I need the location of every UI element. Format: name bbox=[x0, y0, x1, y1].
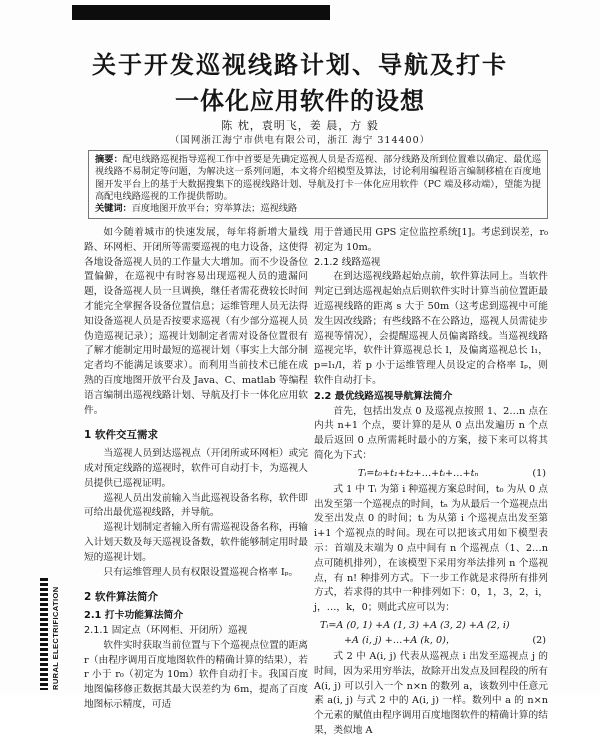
continued-paragraph: 用于普通民用 GPS 定位监控系统[1]。考虑到误差，r₀ 初定为 10m。 bbox=[314, 227, 548, 253]
spine-stripe bbox=[40, 578, 48, 690]
equation-2 bbox=[314, 618, 548, 648]
equation-2-number: (2) bbox=[532, 634, 546, 646]
equation-2-explanation: 式 2 中 A(i, j) 代表从巡视点 i 出发至巡视点 j 的时间，因为采用穷举法，故除开出发点及回程段的所有 A(i, j) 可以引入一个 n×n 的数列 a，该数列中任意元素 a(i, j) 与式 2 中的 A(i, j) 一样。数列中 a 的 n×n 个元素的赋值由程序调用百度地图软件的精确计算的结果，类似地 A bbox=[314, 650, 548, 736]
equation-1-text: Tᵢ=t₀+t₁+t₂+…+tᵢ+…+tₙ bbox=[358, 467, 479, 479]
keywords-text: 百度地图开放平台；穷举算法；巡视线路 bbox=[131, 203, 298, 215]
keywords bbox=[95, 203, 541, 215]
section-2-1-heading: 2.1 打卡功能算法简介 bbox=[84, 610, 184, 622]
section-2-heading: 2 软件算法简介 bbox=[84, 591, 158, 604]
section-2-1-2-paragraph: 在到达巡视线路起始点前，软件算法同上。当软件判定已到达巡视起始点后则软件实时计算当前位置距最近巡视线路的距离 s 大于 50m（这考虑到巡视中可能发生因改线路；有些线路不在公路边，巡视人员需徒步巡视等情况），会提醒巡视人员偏离路线。当巡视线路巡视完毕，软件计算巡视总长 l，及偏离巡视总长 l₁，p=l₁/l，若 p 小于运维管理人员设定的合格率 Iₚ，则软件自动打卡。 bbox=[314, 271, 548, 386]
title-line-1: 关于开发巡视线路计划、导航及打卡 bbox=[92, 51, 508, 79]
affiliation: （国网浙江海宁市供电有限公司，浙江 海宁 314400） bbox=[169, 135, 431, 146]
section-1-paragraph: 当巡视人员到达巡视点（开闭所或环网柜）或完成对预定线路的巡视时，软件可自动打卡，为巡视人员提供已巡视证明。 bbox=[84, 448, 308, 489]
equation-1 bbox=[314, 466, 548, 481]
section-2-1-1-heading: 2.1.1 固定点（环网柜、开闭所）巡视 bbox=[84, 624, 248, 636]
section-1-heading: 1 软件交互需求 bbox=[84, 429, 158, 442]
title-line-2: 一体化应用软件的设想 bbox=[175, 87, 425, 115]
left-column bbox=[84, 226, 308, 710]
scan-redaction-bar bbox=[72, 5, 330, 20]
intro-paragraph: 如今随着城市的快速发展，每年将新增大量线路、环网柜、开闭所等需要巡视的电力设备，这使得各地设备巡视人员的工作量大大增加。而不少设备位置偏僻，在巡视中有时容易出现巡视人员的遗漏问题，设备巡视人员一旦调换，继任者需花费较长时间才能完全掌握各设备位置信息；运维管理人员无法得知设备巡视人员是否按要求巡视（有少部分巡视人员伪造巡视记录）；巡视计划制定者需对设备位置很有了解才能制定用时最短的巡视计划（事实上大部分制定者均不能满足该要求）。而利用当前技术已能在成熟的百度地图开放平台及 Java、C、matlab 等编程语言编制出巡视线路计划、导航及打卡一体化应用软件。 bbox=[84, 227, 308, 416]
section-1-paragraph: 巡视人员出发前输入当此巡视设备名称，软件即可给出最优巡视线路，并导航。 bbox=[84, 492, 308, 519]
section-2-2-intro: 首先，包括出发点 0 及巡视点按照 1、2…n 点在内共 n+1 个点，要计算的是从 0 点出发遍历 n 个点最后返回 0 点所需耗时最小的方案，接下来可以将其简化为下式： bbox=[314, 405, 548, 461]
abstract bbox=[95, 154, 541, 203]
section-1-paragraph: 只有运维管理人员有权限设置巡视合格率 Iₚ。 bbox=[103, 566, 299, 578]
section-2-1-1-paragraph: 软件实时获取当前位置与下个巡视点位置的距离 r（由程序调用百度地图软件的精确计算的结果），若 r 小于 r₀（初定为 10m）软件自动打卡。我国百度地图偏移修正数据其最大误差约为 6m，提高了百度地图标示精度，可适 bbox=[84, 639, 308, 710]
abstract-box bbox=[88, 150, 548, 219]
section-1-paragraph: 巡视计划制定者输入所有需巡视设备名称，再输入计划天数及每天巡视设备数，软件能够制定用时最短的巡视计划。 bbox=[84, 522, 308, 563]
right-column bbox=[314, 226, 548, 736]
section-2-1-2-heading: 2.1.2 线路巡视 bbox=[314, 256, 381, 268]
abstract-text: 配电线路巡视指导巡视工作中首要是先确定巡视人员是否巡视、部分线路及所到位置难以确定、最优巡视线路不易制定等问题，为解决这一系列问题，本文将介绍模型及算法，讨论利用编程语言编制移植在百度地图开发平台上的基于大数据搜集下的巡视线路计划、导航及打卡一体化应用软件（PC 端及移动端），望能为提高配电线路巡视的工作提供帮助。 bbox=[95, 154, 542, 202]
journal-name-vertical: RURAL ELECTRIFICATION bbox=[51, 586, 60, 690]
section-2-2-heading: 2.2 最优线路巡视导航算法简介 bbox=[314, 390, 453, 402]
journal-spine bbox=[40, 578, 64, 690]
keywords-label: 关键词： bbox=[95, 203, 132, 215]
authors: 陈 枕，袁明飞，姜 晨，方 毅 bbox=[221, 119, 379, 132]
equation-1-number: (1) bbox=[532, 467, 546, 479]
abstract-label: 摘要： bbox=[95, 154, 123, 165]
equation-2-line-1: Tᵢ=A (0, 1) +A (1, 3) +A (3, 2) +A (2, i) bbox=[320, 619, 510, 631]
equation-1-explanation: 式 1 中 Tᵢ 为第 i 种巡视方案总时间，t₀ 为从 0 点出发至第一个巡视点的时间，tₙ 为从最后一个巡视点出发至出发点 0 的时间；tᵢ 为从第 i 个巡视点出发至第 i+1 个巡视点的时间。现在可以把该式用如下模型表示：首端及末端为 0 点中间有 n 个巡视点（1、2…n 点可随机排列），在该模型下采用穷举法排列 n 个巡视点，有 n! 种排列方式。下一步工作就是求得所有排列方式，若求得的其中一种排列如下：0，1，3，2，i，j，…，k，0；则此式应可以为： bbox=[314, 483, 548, 614]
equation-2-line-2: +A (i, j) +…+A (k, 0)， bbox=[344, 634, 456, 646]
